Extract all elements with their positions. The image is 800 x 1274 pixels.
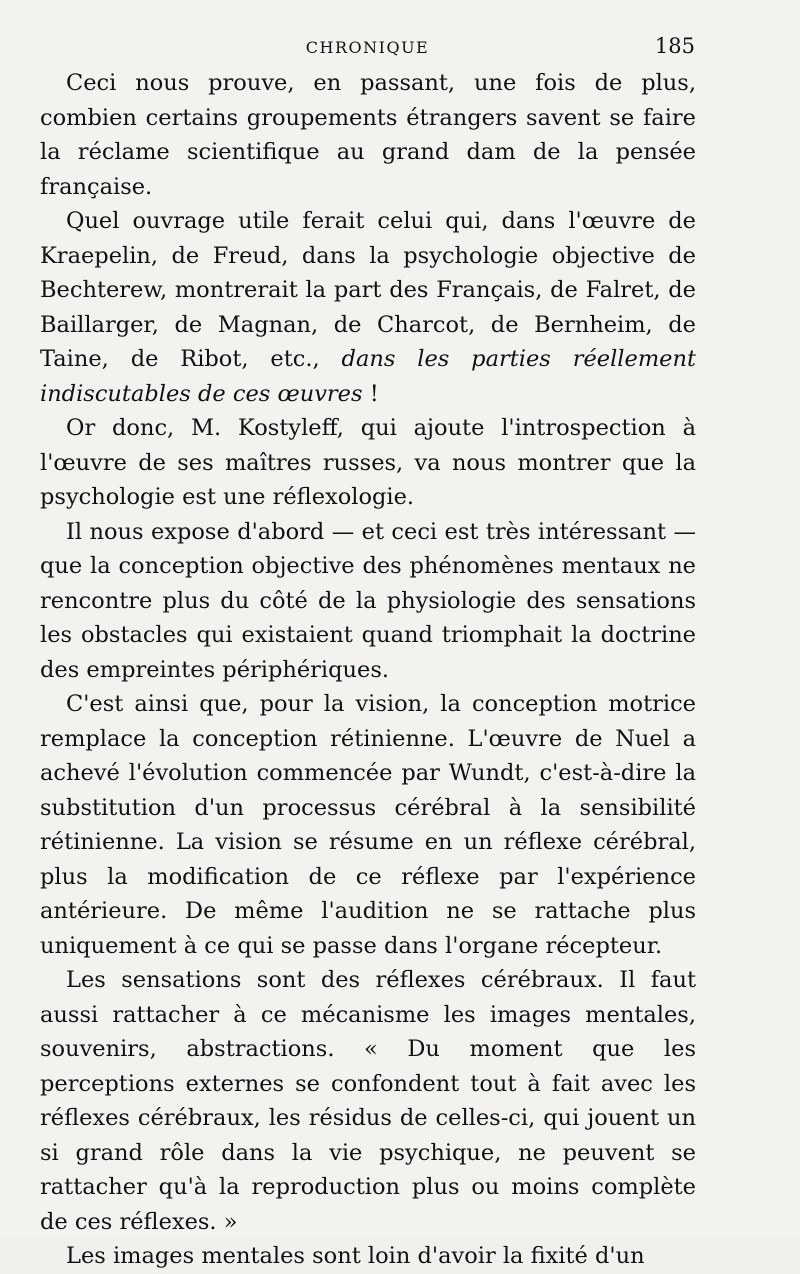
paragraph-text: ! (362, 380, 379, 407)
paragraph-text: Quel ouvrage utile ferait celui qui, dans l'œuvre de Kraepelin, de Freud, dans la psychologie objective de Bechterew, montrerait la part des Français, de Falret, de Baillarger, de Magnan, de Charcot, de Bernheim, de Taine, de Ribot, etc., (40, 208, 696, 372)
paragraph (40, 66, 696, 204)
paragraph-text: Les images mentales sont loin d'avoir la fixité d'un (66, 1243, 645, 1269)
paragraph-text: Les sensations sont des réflexes cérébraux. Il faut aussi rattacher à ce mécanisme les images mentales, souvenirs, abstractions. « Du moment que les perceptions externes se confondent tout à fait avec les réflexes cérébraux, les résidus de celles-ci, qui jouent un si grand rôle dans la vie psychique, ne peuvent se rattacher qu'à la reproduction plus ou moins complète de ces réflexes. » (40, 967, 696, 1235)
paragraph (40, 687, 696, 963)
running-head (40, 34, 695, 60)
body-text (40, 66, 696, 1274)
paragraph-text: C'est ainsi que, pour la vision, la conception motrice remplace la conception rétinienne. L'œuvre de Nuel a achevé l'évolution commencée par Wundt, c'est-à-dire la substitution d'un processus cérébral à la sensibilité rétinienne. La vision se résume en un réflexe cérébral, plus la modification de ce réflexe par l'expérience antérieure. De même l'audition ne se rattache plus uniquement à ce qui se passe dans l'organe récepteur. (40, 691, 696, 959)
paragraph (40, 204, 696, 411)
paragraph (40, 1239, 696, 1274)
paragraph-text: Or donc, M. Kostyleff, qui ajoute l'introspection à l'œuvre de ses maîtres russes, va nous montrer que la psychologie est une réflexologie. (40, 415, 696, 510)
paragraph (40, 515, 696, 688)
italic-emphasis: dans les parties réellement indiscutables de ces œuvres (40, 346, 696, 407)
paragraph-text: Il nous expose d'abord — et ceci est très intéressant — que la conception objective des phénomènes mentaux ne rencontre plus du côté de la physiologie des sensations les obstacles qui existaient quand triomphait la doctrine des empreintes périphériques. (40, 518, 696, 683)
paragraph (40, 963, 696, 1239)
running-title: CHRONIQUE (305, 38, 430, 57)
page-number: 185 (654, 34, 695, 58)
paragraph-text: Ceci nous prouve, en passant, une fois de plus, combien certains groupements étrangers savent se faire la réclame scientifique au grand dam de la pensée française. (40, 70, 696, 200)
paragraph (40, 411, 696, 515)
